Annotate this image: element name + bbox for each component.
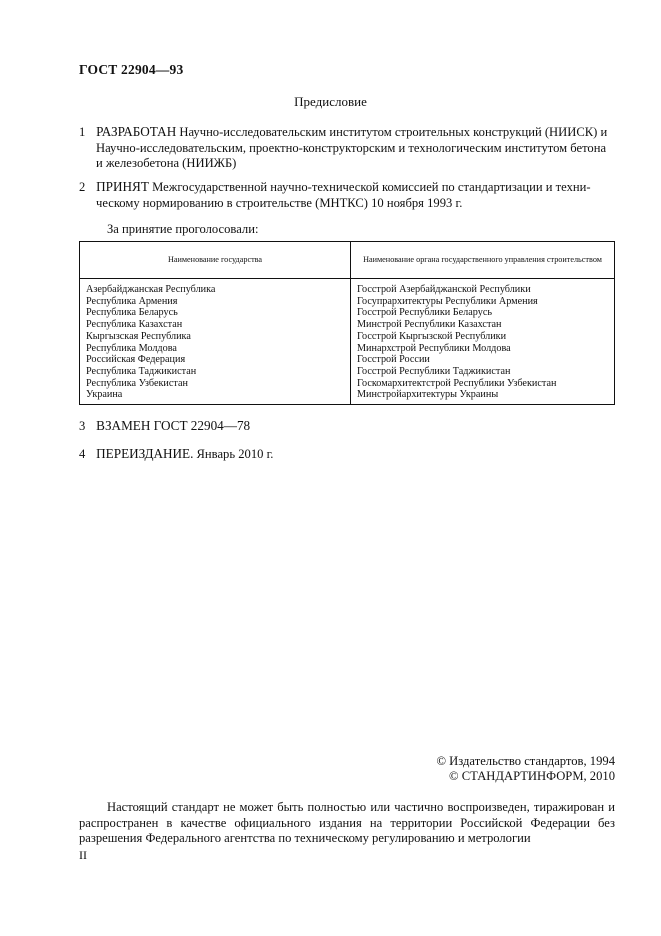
state-cell: Республика Узбекистан [80, 378, 351, 390]
page-number: II [79, 848, 87, 862]
state-cell: Республика Беларусь [80, 307, 351, 319]
document-code: ГОСТ 22904—93 [79, 62, 184, 77]
state-cell: Республика Молдова [80, 343, 351, 355]
reproduction-notice [79, 800, 615, 847]
state-cell: Украина [80, 389, 351, 404]
authority-cell: Госстрой Республики Беларусь [351, 307, 615, 319]
item-continuation: и железобетона (НИИЖБ) [96, 156, 237, 170]
item-continuation: Научно-исследовательским, проектно-конструкторским и технологическим институтом бетона [96, 140, 607, 155]
state-cell: Кыргызская Республика [80, 331, 351, 343]
authority-cell: Госстрой России [351, 354, 615, 366]
item-keyword: ПРИНЯТ [96, 179, 149, 194]
item-number: 3 [79, 419, 86, 433]
item-continuation: ческому нормированию в строительстве (МНТКС) 10 ноября 1993 г. [96, 195, 463, 210]
authority-cell: Госстрой Кыргызской Республики [351, 331, 615, 343]
item-keyword: РАЗРАБОТАН [96, 124, 177, 139]
table-row [80, 319, 615, 331]
authority-cell: Госстрой Республики Таджикистан [351, 366, 615, 378]
item-number: 2 [79, 180, 86, 194]
voting-table [79, 241, 615, 405]
item-number: 4 [79, 447, 86, 461]
table-row [80, 279, 615, 296]
table-row [80, 389, 615, 404]
preface-item-3 [79, 418, 615, 435]
copyright-line-1: © Издательство стандартов, 1994 [436, 754, 615, 768]
column-header-state: Наименование государства [80, 242, 351, 279]
authority-cell: Госстрой Азербайджанской Республики [351, 279, 615, 296]
item-text: Научно-исследовательским институтом строительных конструкций (НИИСК) и [179, 125, 608, 139]
item-number: 1 [79, 125, 86, 139]
item-keyword: ПЕРЕИЗДАНИЕ. [96, 446, 194, 461]
authority-cell: Минстройархитектуры Украины [351, 389, 615, 404]
table-row [80, 354, 615, 366]
table-row [80, 296, 615, 308]
notice-text: Настоящий стандарт не может быть полностью или частично воспроизведен, тиражирован и распространен в качестве официального издания на территории Российской Федерации без разрешения Федерального агентства по техническому регулированию и метрологии [79, 800, 615, 846]
preface-item-1 [79, 124, 615, 172]
item-text: Межгосударственной научно-технической комиссией по стандартизации и техни- [152, 180, 591, 194]
preface-title: Предисловие [294, 94, 367, 109]
table-row [80, 378, 615, 390]
table-row [80, 366, 615, 378]
item-keyword: ВЗАМЕН ГОСТ 22904—78 [96, 418, 251, 433]
preface-item-2 [79, 179, 615, 211]
state-cell: Республика Армения [80, 296, 351, 308]
copyright-line-2: © СТАНДАРТИНФОРМ, 2010 [449, 769, 615, 783]
state-cell: Азербайджанская Республика [80, 279, 351, 296]
authority-cell: Госкомархитектстрой Республики Узбекистан [351, 378, 615, 390]
state-cell: Российская Федерация [80, 354, 351, 366]
column-header-authority: Наименование органа государственного управления строительством [351, 242, 615, 279]
state-cell: Республика Казахстан [80, 319, 351, 331]
state-cell: Республика Таджикистан [80, 366, 351, 378]
table-row [80, 331, 615, 343]
table-row [80, 307, 615, 319]
item-text: Январь 2010 г. [196, 447, 274, 461]
vote-intro: За принятие проголосовали: [107, 222, 259, 236]
table-row [80, 343, 615, 355]
authority-cell: Минархстрой Республики Молдова [351, 343, 615, 355]
preface-item-4 [79, 446, 615, 463]
authority-cell: Госупрархитектуры Республики Армения [351, 296, 615, 308]
authority-cell: Минстрой Республики Казахстан [351, 319, 615, 331]
